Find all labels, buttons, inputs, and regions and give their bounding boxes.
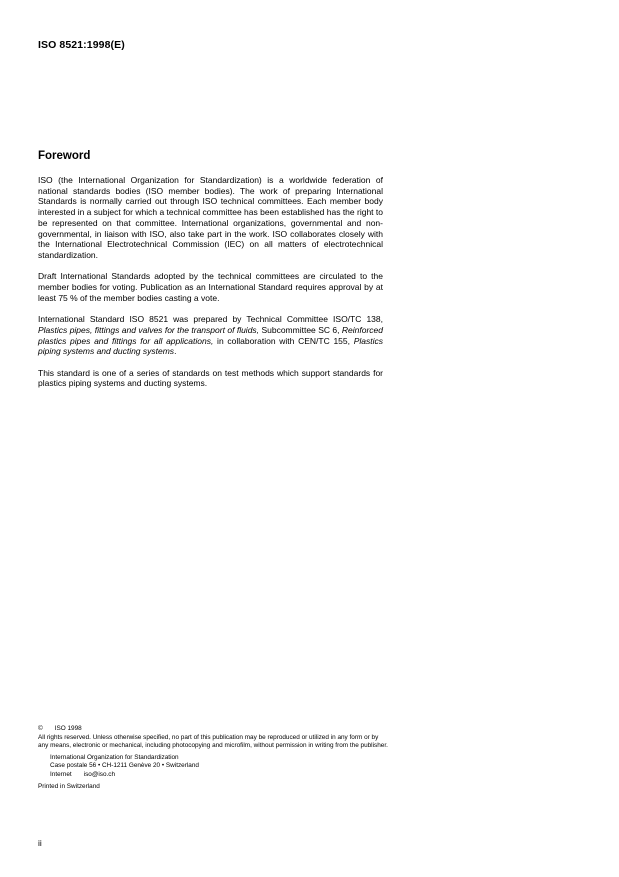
p3-text-2: Subcommittee SC 6,: [259, 324, 342, 335]
p3-italic-committee: Plastics pipes, fittings and valves for the transport of fluids,: [38, 324, 260, 335]
copyright-year-line: [38, 725, 388, 734]
p3-text-3: in collaboration with CEN/TC 155,: [213, 335, 354, 346]
copyright-address: Case postale 56 • CH-1211 Genève 20 • Switzerland: [50, 762, 199, 770]
copyright-symbol: ©: [38, 725, 43, 732]
p3-italic-cen: Plastics piping systems and ducting systems: [38, 335, 384, 357]
internet-email: iso@iso.ch: [83, 770, 116, 778]
copyright-org: International Organization for Standardization: [50, 753, 179, 761]
copyright-block: [38, 725, 388, 791]
copyright-rights: All rights reserved. Unless otherwise specified, no part of this publication may be reproduced or utilized in any form or by any means, electronic or mechanical, including photocopying and microfilm, without permission in writing from the publisher.: [38, 733, 388, 750]
foreword-paragraph-3: [38, 314, 383, 357]
copyright-internet-line: [38, 771, 388, 780]
document-id-header: ISO 8521:1998(E): [38, 39, 125, 51]
p3-text-1: International Standard ISO 8521 was prepared by Technical Committee ISO/TC 138,: [38, 314, 383, 325]
foreword-paragraph-2: Draft International Standards adopted by the technical committees are circulated to the member bodies for voting. Publication as an International Standard requires approval by at least 75 % of the member bodies casting a vote.: [38, 271, 383, 303]
printed-in: Printed in Switzerland: [38, 782, 100, 790]
foreword-paragraph-4: This standard is one of a series of standards on test methods which support standards for plastics piping systems and ducting systems.: [38, 367, 383, 389]
foreword-title: Foreword: [38, 150, 91, 162]
foreword-paragraph-1: ISO (the International Organization for Standardization) is a worldwide federation of national standards bodies (ISO member bodies). The work of preparing International Standards is normally carried out through ISO technical committees. Each member body interested in a subject for which a technical committee has been established has the right to be represented on that committee. International organizations, governmental and non-governmental, in liaison with ISO, also take part in the work. ISO collaborates closely with the International Electrotechnical Commission (IEC) on all matters of electrotechnical standardization.: [38, 175, 383, 260]
page-number: ii: [38, 838, 42, 848]
p3-italic-subcommittee: Reinforced plastics pipes and fittings for all applications,: [38, 324, 384, 346]
copyright-year: ISO 1998: [54, 725, 82, 732]
p3-text-4: .: [174, 346, 177, 357]
internet-label: Internet: [50, 770, 72, 778]
foreword-section: [38, 150, 383, 400]
